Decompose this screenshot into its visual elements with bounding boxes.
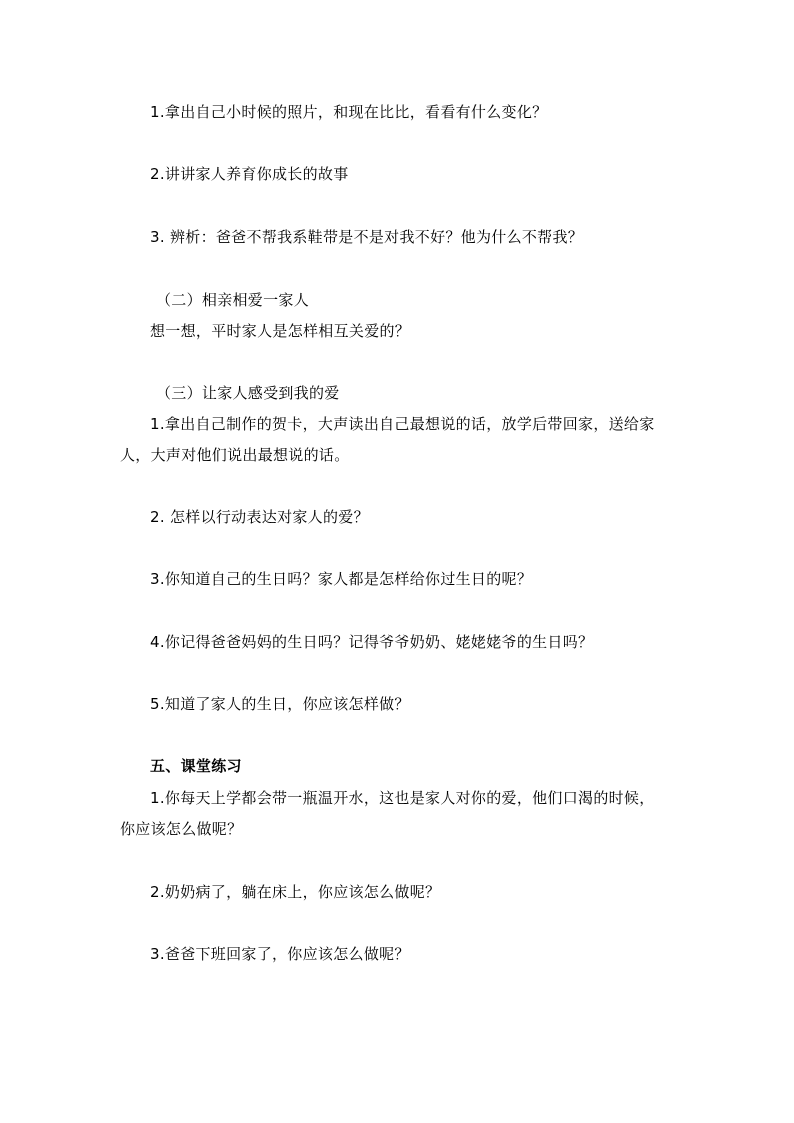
text-line: 1.拿出自己制作的贺卡，大声读出自己最想说的话，放学后带回家，送给家 bbox=[150, 415, 655, 433]
text-line: 2. 怎样以行动表达对家人的爱？ bbox=[150, 508, 369, 526]
text-line: 3.你知道自己的生日吗？家人都是怎样给你过生日的呢？ bbox=[150, 570, 533, 588]
text-line: 3. 辨析：爸爸不帮我系鞋带是不是对我不好？他为什么不帮我？ bbox=[150, 228, 584, 246]
text-line: 3.爸爸下班回家了，你应该怎么做呢？ bbox=[150, 945, 410, 963]
text-line: 想一想，平时家人是怎样相互关爱的？ bbox=[150, 322, 411, 340]
section-title: 五、课堂练习 bbox=[150, 757, 242, 775]
text-line: 你应该怎么做呢？ bbox=[120, 820, 243, 838]
text-line: 2.奶奶病了，躺在床上，你应该怎么做呢？ bbox=[150, 883, 441, 901]
text-line: 1.你每天上学都会带一瓶温开水，这也是家人对你的爱，他们口渴的时候， bbox=[150, 789, 655, 807]
section-heading: （二）相亲相爱一家人 bbox=[156, 291, 310, 309]
text-line: 1.拿出自己小时候的照片，和现在比比，看看有什么变化？ bbox=[150, 103, 548, 121]
section-heading: （三）让家人感受到我的爱 bbox=[156, 384, 340, 402]
text-line: 4.你记得爸爸妈妈的生日吗？记得爷爷奶奶、姥姥姥爷的生日吗？ bbox=[150, 633, 594, 651]
text-line: 5.知道了家人的生日，你应该怎样做？ bbox=[150, 695, 410, 713]
text-line: 人，大声对他们说出最想说的话。 bbox=[120, 446, 350, 464]
text-line: 2.讲讲家人养育你成长的故事 bbox=[150, 165, 349, 183]
